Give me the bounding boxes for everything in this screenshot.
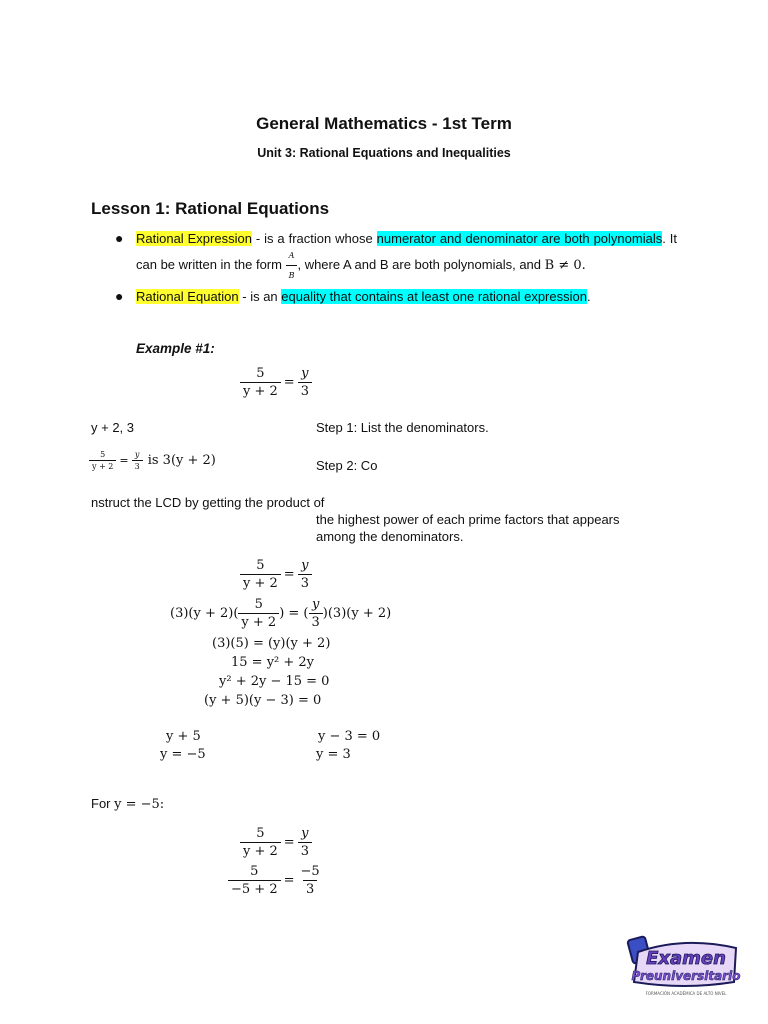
- definition-text-2: , where A and B are both polynomials, and: [297, 256, 545, 272]
- denominator: 3: [298, 382, 312, 399]
- svg-text:Preuniversitario: Preuniversitario: [631, 969, 741, 983]
- step-2-line-2: the highest power of each prime factors that appears: [316, 512, 620, 527]
- condition-text: B ≠ 0.: [544, 257, 586, 273]
- check-equation-2: $\frac{5}{-5 + 2}$ = $\frac{-5}{3}$: [228, 864, 323, 897]
- document-subtitle: Unit 3: Rational Equations and Inequalities: [257, 146, 511, 160]
- fraction-denominator: B: [286, 265, 298, 284]
- bullet-dot: ●: [115, 288, 124, 304]
- equation-original: $\frac{5}{y + 2}$ = $\frac{y}{3}$: [240, 366, 312, 399]
- step-2-text: Step 2: Co: [316, 458, 378, 473]
- lesson-heading: Lesson 1: Rational Equations: [91, 199, 330, 218]
- step-1-text: Step 1: List the denominators.: [316, 420, 489, 435]
- fraction-numerator: A: [288, 251, 295, 260]
- svg-text:Examen: Examen: [646, 948, 726, 969]
- example-label: Example #1:: [136, 341, 215, 356]
- numerator: 5: [256, 366, 265, 381]
- lcd-result: is 3(y + 2): [147, 453, 216, 468]
- check-equation-1: $\frac{5}{y + 2}$ = $\frac{y}{3}$: [240, 826, 312, 859]
- term-rational-equation: Rational Equation: [136, 289, 239, 304]
- equation-line-3: (3)(5) = (y)(y + 2): [212, 636, 331, 651]
- definition-rational-equation: [136, 288, 591, 305]
- step-2-continued: nstruct the LCD by getting the product of: [91, 495, 325, 510]
- definition-rational-expression: [136, 230, 677, 284]
- equation-restated: $\frac{5}{y + 2}$ = $\frac{y}{3}$: [240, 558, 312, 591]
- denominator: y + 2: [240, 382, 281, 399]
- equation-line-5: y² + 2y − 15 = 0: [219, 674, 330, 689]
- definition-text: . It can be written in the form: [136, 231, 677, 272]
- svg-text:FORMACIÓN ACADÉMICA DE ALTO NI: FORMACIÓN ACADÉMICA DE ALTO NIVEL: [645, 991, 727, 996]
- step-2-line-3: among the denominators.: [316, 529, 464, 544]
- form-fraction: [286, 247, 298, 284]
- brand-logo: [624, 932, 748, 1002]
- definition-connector: - is an: [238, 289, 282, 304]
- document-title: General Mathematics - 1st Term: [256, 114, 512, 133]
- denominators-list: y + 2, 3: [91, 420, 134, 435]
- equation-multiply-lcd: (3)(y + 2)( $\frac{5}{y + 2}$ ) = ( $\frac{y}{3}$ )(3)(y + 2): [170, 597, 392, 630]
- solution-right-2: y = 3: [316, 747, 351, 762]
- numerator: y: [301, 366, 309, 381]
- term-rational-expression: Rational Expression: [136, 231, 252, 246]
- bullet-dot: ●: [115, 230, 124, 246]
- equation-line-4: 15 = y² + 2y: [231, 655, 315, 670]
- solution-left-2: y = −5: [160, 747, 206, 762]
- highlight-definition: numerator and denominator are both polynomials: [376, 231, 663, 246]
- solution-left-1: y + 5: [166, 729, 201, 744]
- lcd-equation: $\frac{5}{y + 2}$ = $\frac{y}{3}$ is 3(y + 2): [89, 450, 216, 471]
- definition-connector: - is a fraction whose: [251, 231, 377, 246]
- highlight-definition: equality that contains at least one rational expression: [281, 289, 587, 304]
- definition-end: .: [586, 289, 591, 304]
- check-label: For y = −5:: [91, 796, 165, 812]
- solution-right-1: y − 3 = 0: [318, 729, 381, 744]
- equation-line-6: (y + 5)(y − 3) = 0: [204, 693, 322, 708]
